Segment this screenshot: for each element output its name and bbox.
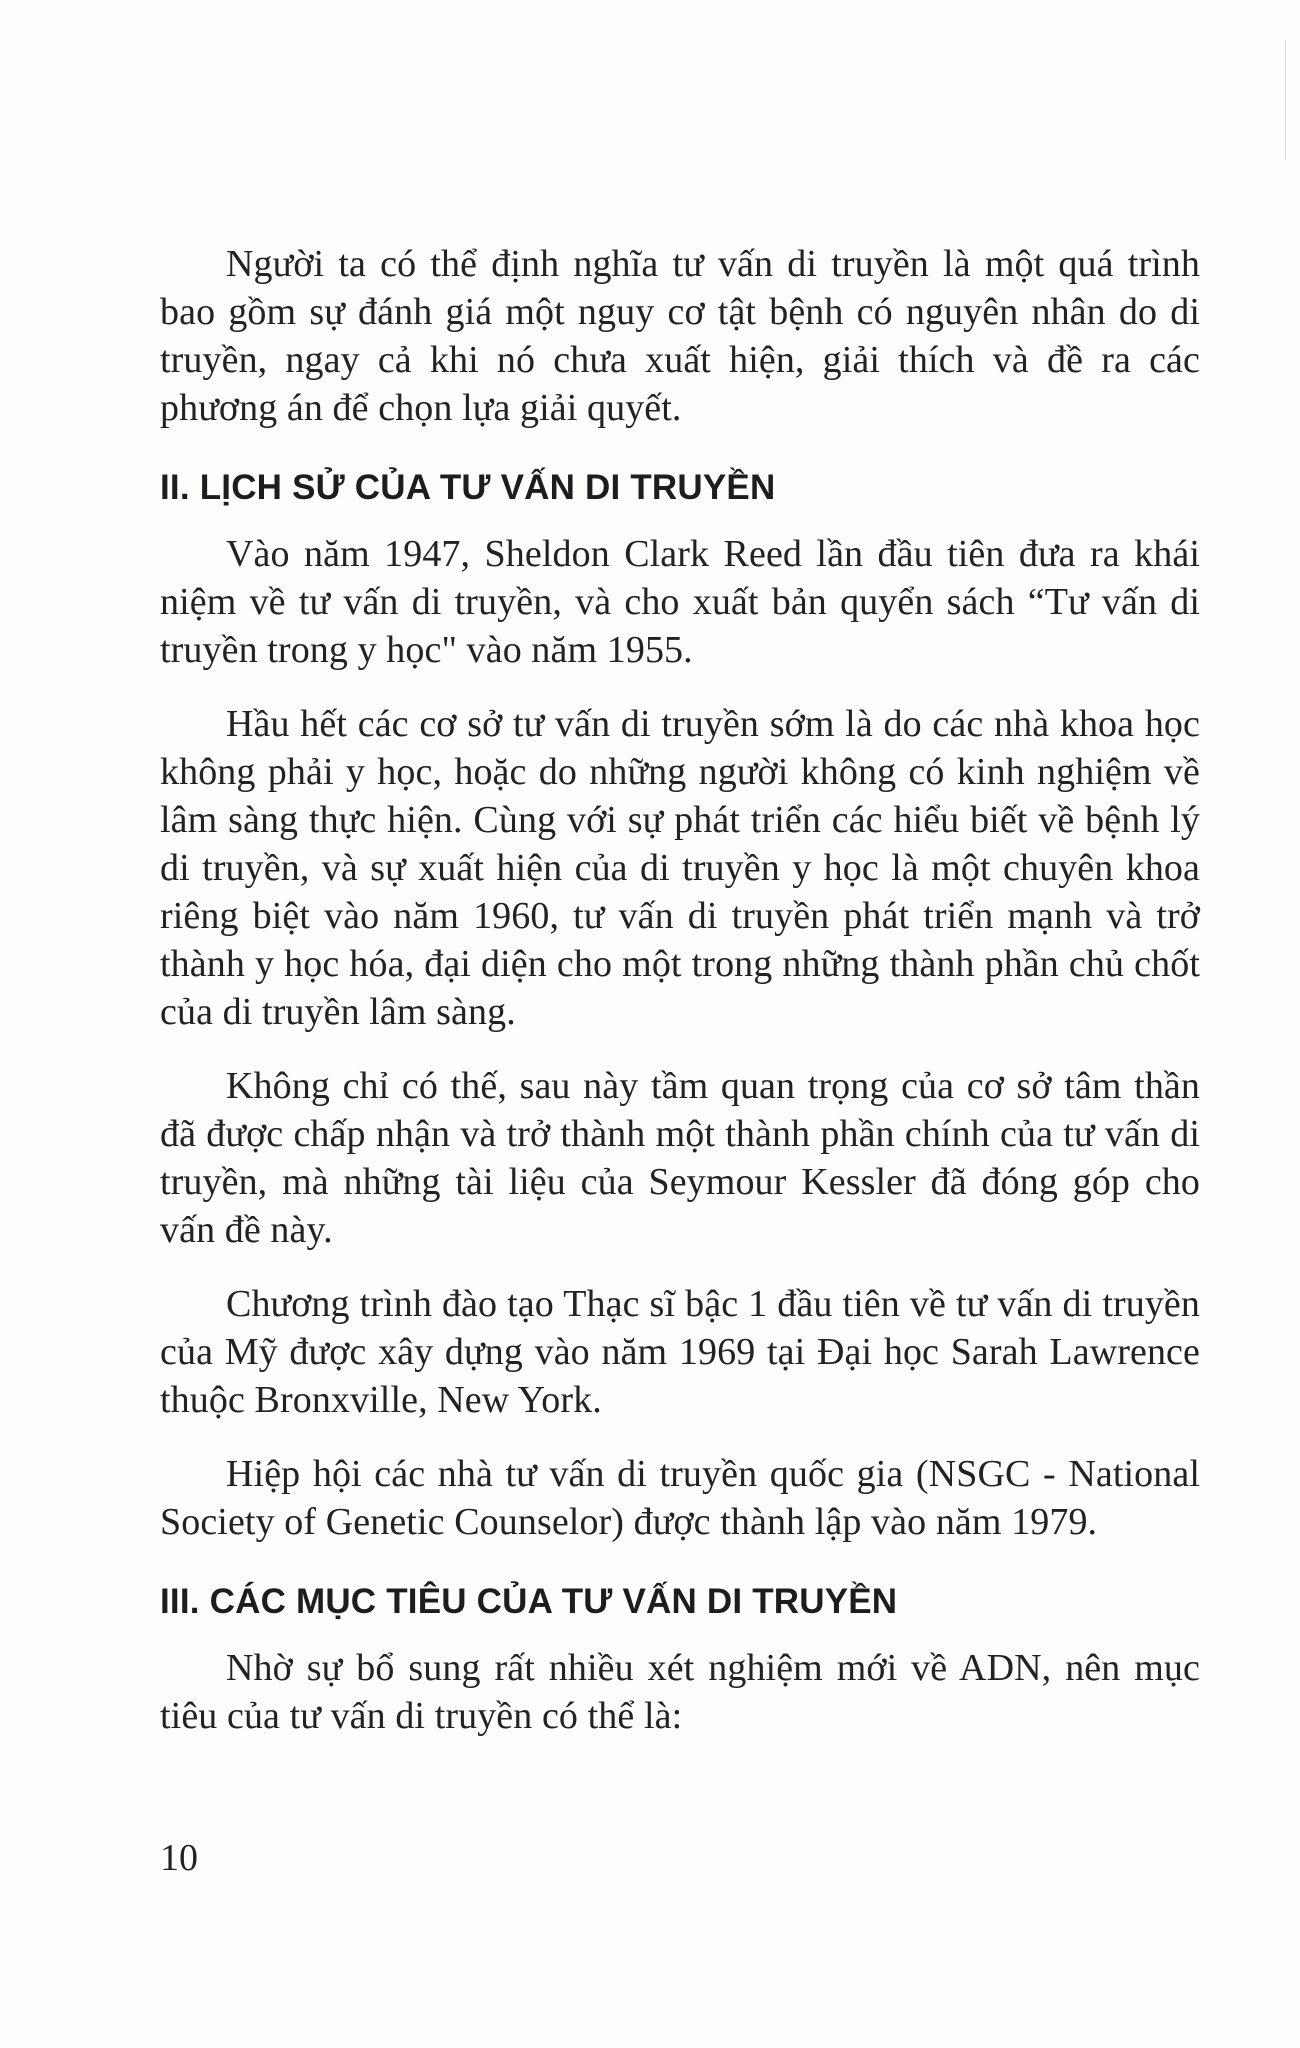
- page-edge-line: [1285, 40, 1286, 160]
- paragraph-masters-program: Chương trình đào tạo Thạc sĩ bậc 1 đầu tiên về tư vấn di truyền của Mỹ được xây dựng vào năm 1969 tại Đại học Sarah Lawrence thuộc Bronxville, New York.: [160, 1283, 1200, 1421]
- paragraph-definition: Người ta có thể định nghĩa tư vấn di truyền là một quá trình bao gồm sự đánh giá một nguy cơ tật bệnh có nguyên nhân do di truyền, ngay cả khi nó chưa xuất hiện, giải thích và đề ra các phương án để chọn lựa giải quyết.: [160, 243, 1200, 429]
- page-content: [160, 240, 1200, 1766]
- paragraph-nsgc: Hiệp hội các nhà tư vấn di truyền quốc gia (NSGC - National Society of Genetic Counselor) được thành lập vào năm 1979.: [160, 1453, 1200, 1543]
- paragraph-goals-intro: Nhờ sự bổ sung rất nhiều xét nghiệm mới về ADN, nên mục tiêu của tư vấn di truyền có thể là:: [160, 1647, 1200, 1737]
- paragraph-reed-1947: Vào năm 1947, Sheldon Clark Reed lần đầu tiên đưa ra khái niệm về tư vấn di truyền, và cho xuất bản quyển sách “Tư vấn di truyền trong y học" vào năm 1955.: [160, 533, 1200, 671]
- paragraph-kessler: Không chỉ có thế, sau này tầm quan trọng của cơ sở tâm thần đã được chấp nhận và trở thành một thành phần chính của tư vấn di truyền, mà những tài liệu của Seymour Kessler đã đóng góp cho vấn đề này.: [160, 1065, 1200, 1251]
- paragraph-early-centers: Hầu hết các cơ sở tư vấn di truyền sớm là do các nhà khoa học không phải y học, hoặc do những người không có kinh nghiệm về lâm sàng thực hiện. Cùng với sự phát triển các hiểu biết về bệnh lý di truyền, và sự xuất hiện của di truyền y học là một chuyên khoa riêng biệt vào năm 1960, tư vấn di truyền phát triển mạnh và trở thành y học hóa, đại diện cho một trong những thành phần chủ chốt của di truyền lâm sàng.: [160, 703, 1200, 1033]
- section-heading-history: II. LỊCH SỬ CỦA TƯ VẤN DI TRUYỀN: [160, 468, 776, 507]
- section-heading-goals: III. CÁC MỤC TIÊU CỦA TƯ VẤN DI TRUYỀN: [160, 1582, 898, 1621]
- page-number: 10: [160, 1837, 198, 1879]
